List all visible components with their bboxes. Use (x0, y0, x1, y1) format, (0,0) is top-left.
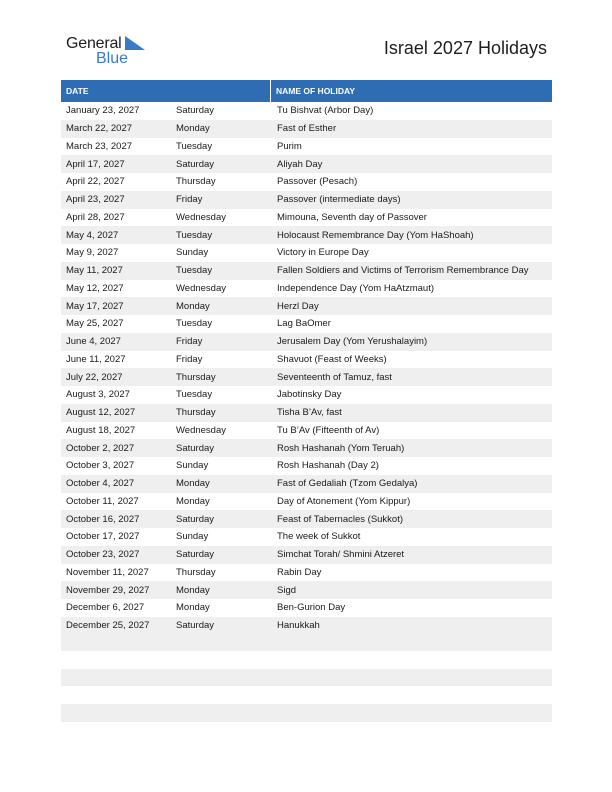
holiday-date: July 22, 2027 (66, 371, 123, 383)
table-row (61, 209, 552, 227)
logo-text-blue: Blue (96, 50, 129, 67)
table-row (61, 510, 552, 528)
holiday-weekday: Thursday (176, 371, 216, 383)
empty-row (61, 651, 552, 669)
holiday-date: October 4, 2027 (66, 478, 135, 490)
holiday-name: Mimouna, Seventh day of Passover (277, 211, 427, 223)
table-header (61, 80, 552, 102)
holiday-name: Rabin Day (277, 566, 322, 578)
logo-triangle-icon (125, 36, 145, 50)
holiday-weekday: Friday (176, 194, 203, 206)
holiday-weekday: Friday (176, 353, 203, 365)
holiday-name: Simchat Torah/ Shmini Atzeret (277, 549, 405, 561)
table-body (61, 102, 552, 635)
holiday-date: October 3, 2027 (66, 460, 135, 472)
holiday-weekday: Friday (176, 336, 203, 348)
holiday-date: October 16, 2027 (66, 513, 140, 525)
table-row (61, 422, 552, 440)
holiday-weekday: Tuesday (176, 265, 213, 277)
holiday-name: Victory in Europe Day (277, 247, 369, 259)
table-row (61, 386, 552, 404)
table-row (61, 581, 552, 599)
holiday-date: April 22, 2027 (66, 176, 125, 188)
holiday-weekday: Monday (176, 123, 210, 135)
holiday-name: Seventeenth of Tamuz, fast (277, 371, 392, 383)
holiday-name: Rosh Hashanah (Day 2) (277, 460, 379, 472)
table-row (61, 404, 552, 422)
table-row (61, 155, 552, 173)
holiday-name: Feast of Tabernacles (Sukkot) (277, 513, 404, 525)
holiday-weekday: Saturday (176, 620, 215, 632)
holiday-name: Fast of Gedaliah (Tzom Gedalya) (277, 478, 418, 490)
table-row (61, 173, 552, 191)
holiday-date: August 18, 2027 (66, 424, 136, 436)
table-row (61, 297, 552, 315)
holiday-date: May 12, 2027 (66, 282, 124, 294)
table-row (61, 439, 552, 457)
table-row (61, 528, 552, 546)
holiday-name: Sigd (277, 584, 297, 596)
holiday-name: The week of Sukkot (277, 531, 361, 543)
holiday-date: October 17, 2027 (66, 531, 140, 543)
holiday-date: May 4, 2027 (66, 229, 119, 241)
holiday-date: May 11, 2027 (66, 265, 123, 277)
holiday-weekday: Monday (176, 300, 210, 312)
holidays-table (61, 80, 552, 635)
table-row (61, 138, 552, 156)
table-row (61, 280, 552, 298)
holiday-name: Passover (intermediate days) (277, 194, 401, 206)
holiday-weekday: Sunday (176, 531, 209, 543)
holiday-date: March 22, 2027 (66, 123, 133, 135)
holiday-weekday: Thursday (176, 407, 216, 419)
table-row (61, 475, 552, 493)
table-row (61, 226, 552, 244)
holiday-weekday: Thursday (176, 566, 216, 578)
table-row (61, 244, 552, 262)
holiday-weekday: Wednesday (176, 424, 226, 436)
holiday-name: Fallen Soldiers and Victims of Terrorism Remembrance Day (277, 265, 529, 277)
holiday-name: Shavuot (Feast of Weeks) (277, 353, 387, 365)
holiday-date: January 23, 2027 (66, 105, 140, 117)
table-row (61, 191, 552, 209)
holiday-weekday: Monday (176, 584, 210, 596)
table-row (61, 368, 552, 386)
table-row (61, 546, 552, 564)
holiday-weekday: Monday (176, 478, 210, 490)
holiday-name: Hanukkah (277, 620, 320, 632)
holiday-name: Ben-Gurion Day (277, 602, 346, 614)
table-row (61, 120, 552, 138)
holiday-date: May 17, 2027 (66, 300, 124, 312)
empty-rows (61, 633, 552, 722)
table-row (61, 315, 552, 333)
holiday-name: Independence Day (Yom HaAtzmaut) (277, 282, 435, 294)
holiday-weekday: Saturday (176, 549, 215, 561)
table-row (61, 493, 552, 511)
empty-row (61, 704, 552, 722)
holiday-date: March 23, 2027 (66, 140, 133, 152)
empty-row (61, 633, 552, 651)
holiday-date: December 25, 2027 (66, 620, 150, 632)
holiday-name: Tu Bishvat (Arbor Day) (277, 105, 374, 117)
table-row (61, 457, 552, 475)
holiday-date: May 9, 2027 (66, 247, 119, 259)
empty-row (61, 686, 552, 704)
holiday-weekday: Tuesday (176, 140, 213, 152)
holiday-date: October 11, 2027 (66, 495, 139, 507)
table-row (61, 564, 552, 582)
page-title: Israel 2027 Holidays (383, 38, 547, 58)
holiday-name: Rosh Hashanah (Yom Teruah) (277, 442, 405, 454)
table-row (61, 333, 552, 351)
table-row (61, 599, 552, 617)
logo-text-general: General (66, 35, 122, 52)
table-row (61, 102, 552, 120)
holiday-weekday: Monday (176, 602, 210, 614)
table-row (61, 617, 552, 635)
holiday-date: May 25, 2027 (66, 318, 124, 330)
holiday-name: Passover (Pesach) (277, 176, 358, 188)
holiday-weekday: Tuesday (176, 229, 213, 241)
holiday-name: Tisha B’Av, fast (277, 407, 342, 419)
holiday-date: August 12, 2027 (66, 407, 136, 419)
holiday-name: Purim (277, 140, 302, 152)
holiday-weekday: Tuesday (176, 318, 213, 330)
table-row (61, 262, 552, 280)
holiday-name: Fast of Esther (277, 123, 337, 135)
holiday-date: June 11, 2027 (66, 353, 126, 365)
holiday-name: Holocaust Remembrance Day (Yom HaShoah) (277, 229, 474, 241)
holiday-weekday: Saturday (176, 105, 215, 117)
holiday-date: October 23, 2027 (66, 549, 140, 561)
holiday-weekday: Monday (176, 495, 210, 507)
holiday-date: December 6, 2027 (66, 602, 145, 614)
holiday-name: Aliyah Day (277, 158, 323, 170)
holiday-name: Lag BaOmer (277, 318, 331, 330)
holiday-date: October 2, 2027 (66, 442, 135, 454)
holiday-date: June 4, 2027 (66, 336, 121, 348)
holiday-name: Jerusalem Day (Yom Yerushalayim) (277, 336, 428, 348)
holiday-date: November 29, 2027 (66, 584, 150, 596)
holiday-weekday: Wednesday (176, 282, 226, 294)
holiday-weekday: Wednesday (176, 211, 226, 223)
holiday-weekday: Thursday (176, 176, 216, 188)
holiday-weekday: Tuesday (176, 389, 213, 401)
holiday-date: April 28, 2027 (66, 211, 125, 223)
holiday-name: Jabotinsky Day (277, 389, 342, 401)
table-row (61, 351, 552, 369)
holiday-name: Tu B’Av (Fifteenth of Av) (277, 424, 380, 436)
holiday-date: August 3, 2027 (66, 389, 130, 401)
holiday-date: April 17, 2027 (66, 158, 125, 170)
holiday-weekday: Saturday (176, 442, 215, 454)
holiday-date: November 11, 2027 (66, 566, 149, 578)
empty-row (61, 669, 552, 687)
holiday-name: Herzl Day (277, 300, 319, 312)
header-date: DATE (61, 80, 271, 102)
holiday-name: Day of Atonement (Yom Kippur) (277, 495, 411, 507)
holiday-weekday: Sunday (176, 460, 209, 472)
holiday-weekday: Sunday (176, 247, 209, 259)
generalblue-logo (66, 33, 156, 69)
holiday-weekday: Saturday (176, 158, 215, 170)
holiday-date: April 23, 2027 (66, 194, 125, 206)
holiday-weekday: Saturday (176, 513, 215, 525)
header-holiday-name: NAME OF HOLIDAY (276, 86, 356, 96)
